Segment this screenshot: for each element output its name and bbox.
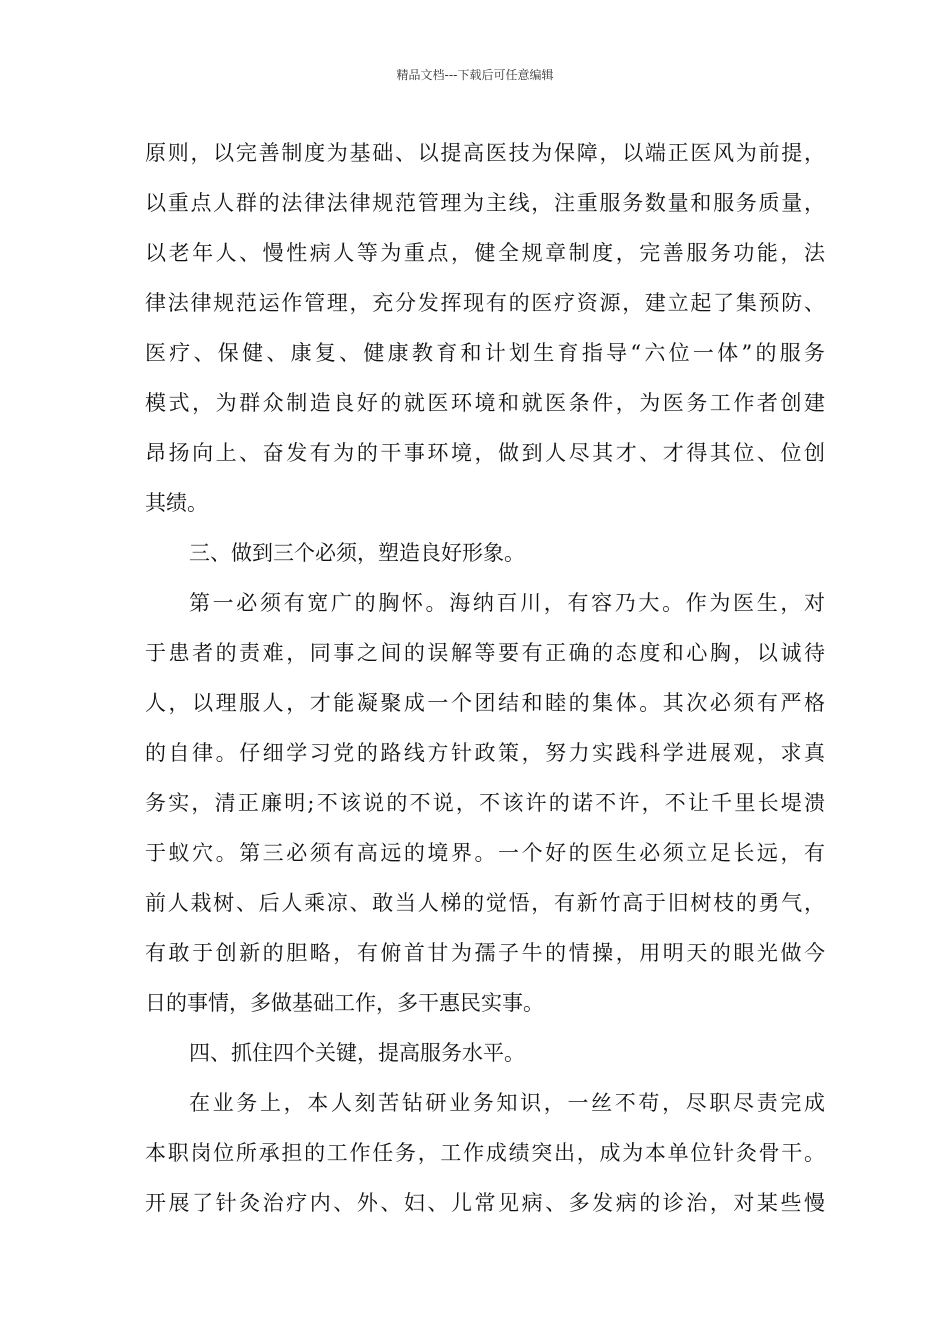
text-line: 于患者的责难，同事之间的误解等要有正确的态度和心胸，以诚待 [145, 641, 825, 665]
section-heading: 三、做到三个必须，塑造良好形象。 [189, 541, 525, 565]
text-line: 开展了针灸治疗内、外、妇、儿常见病、多发病的诊治，对某些慢 [145, 1191, 825, 1215]
text-line: 其绩。 [145, 491, 208, 515]
text-line: 于蚁穴。第三必须有高远的境界。一个好的医生必须立足长远，有 [145, 841, 825, 865]
text-line: 在业务上，本人刻苦钻研业务知识，一丝不苟，尽职尽责完成 [189, 1091, 825, 1115]
text-line: 务实，清正廉明;不该说的不说，不该许的诺不许，不让千里长堤溃 [145, 791, 825, 815]
text-line: 的自律。仔细学习党的路线方针政策，努力实践科学进展观，求真 [145, 741, 825, 765]
text-line: 前人栽树、后人乘凉、敢当人梯的觉悟，有新竹高于旧树枝的勇气， [145, 891, 825, 915]
text-line: 昂扬向上、奋发有为的干事环境，做到人尽其才、才得其位、位创 [145, 441, 825, 465]
text-line: 医疗、保健、康复、健康教育和计划生育指导“六位一体”的服务 [145, 341, 825, 365]
text-line: 以重点人群的法律法律规范管理为主线，注重服务数量和服务质量， [145, 191, 825, 215]
text-line: 以老年人、慢性病人等为重点，健全规章制度，完善服务功能，法 [145, 241, 825, 265]
text-line: 律法律规范运作管理，充分发挥现有的医疗资源，建立起了集预防、 [145, 291, 825, 315]
text-line: 第一必须有宽广的胸怀。海纳百川，有容乃大。作为医生，对 [189, 591, 825, 615]
document-body [145, 128, 825, 1228]
text-line: 人，以理服人，才能凝聚成一个团结和睦的集体。其次必须有严格 [145, 691, 825, 715]
text-line: 有敢于创新的胆略，有俯首甘为孺子牛的情操，用明天的眼光做今 [145, 941, 825, 965]
text-line: 原则，以完善制度为基础、以提高医技为保障，以端正医风为前提， [145, 141, 825, 165]
text-line: 日的事情，多做基础工作，多干惠民实事。 [145, 991, 544, 1015]
page-header: 精品文档---下载后可任意编辑 [396, 68, 554, 82]
text-line: 本职岗位所承担的工作任务，工作成绩突出，成为本单位针灸骨干。 [145, 1141, 825, 1165]
text-line: 模式，为群众制造良好的就医环境和就医条件，为医务工作者创建 [145, 391, 825, 415]
section-heading: 四、抓住四个关键，提高服务水平。 [189, 1041, 525, 1065]
